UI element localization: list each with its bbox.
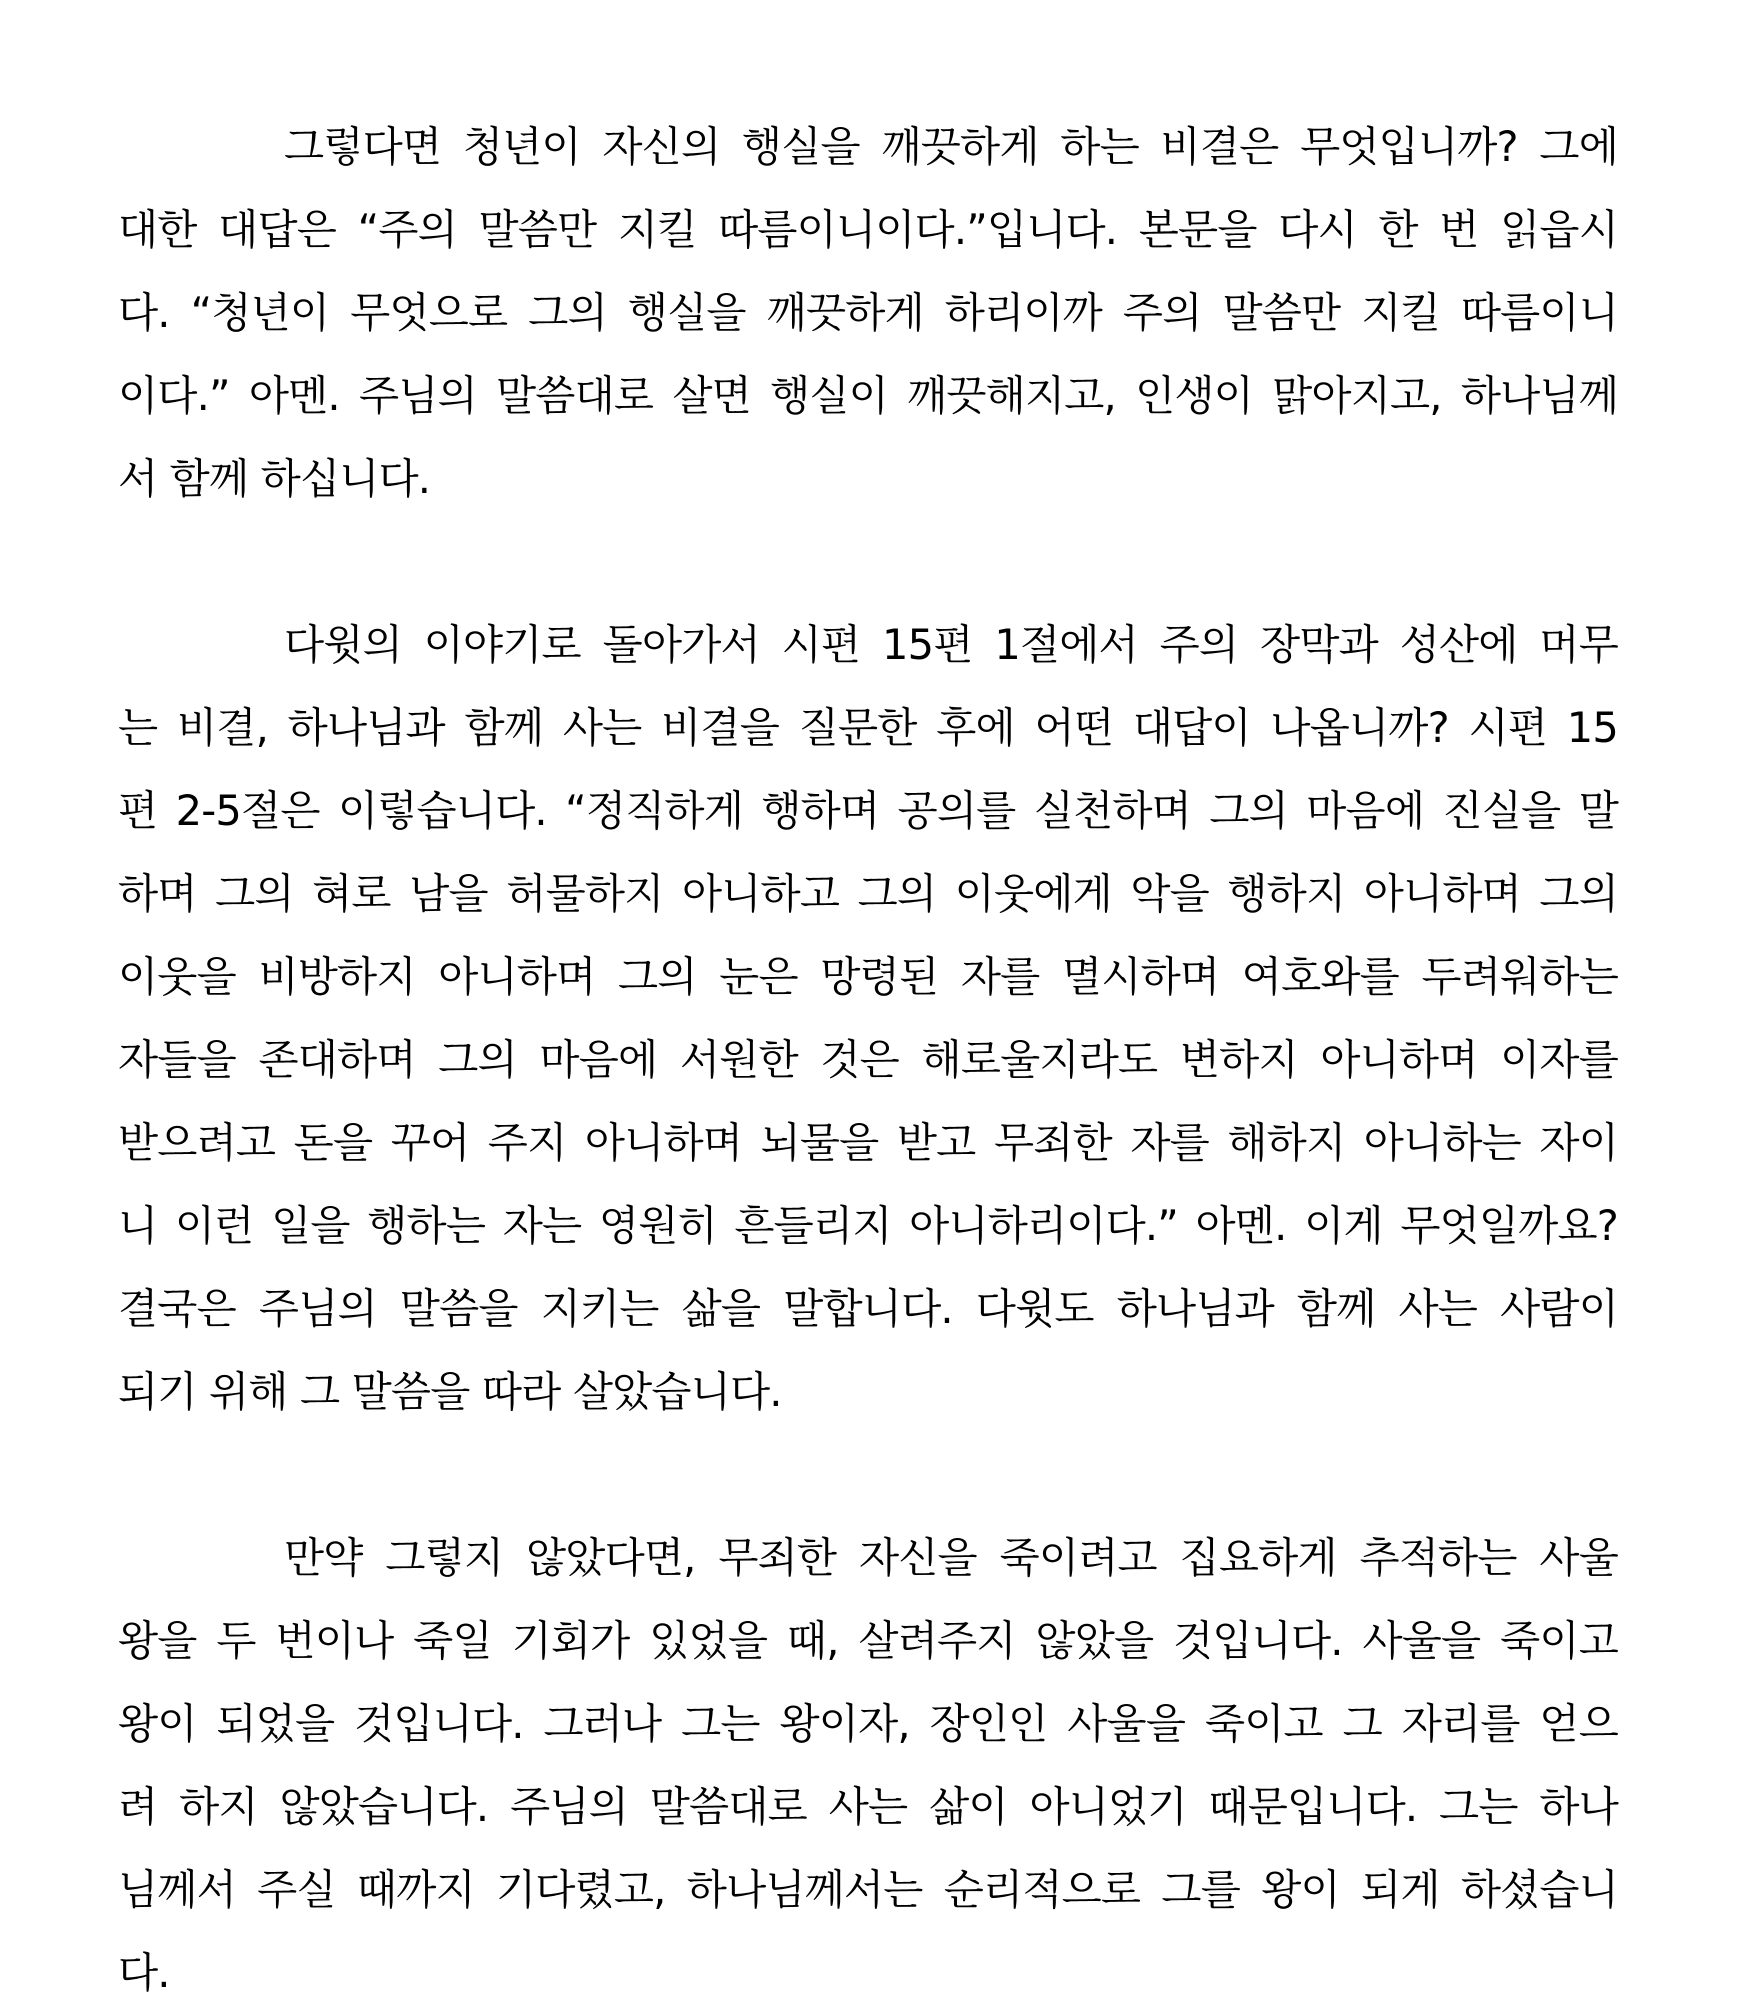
document-body bbox=[118, 105, 1618, 2014]
text-line: 니 이런 일을 행하는 자는 영원히 흔들리지 아니하리이다.” 아멘. 이게 무엇일까요? bbox=[118, 1201, 1618, 1250]
paragraph-3 bbox=[118, 1516, 1618, 2014]
text-line: 대한 대답은 “주의 말씀만 지킬 따름이니이다.”입니다. 본문을 다시 한 번 읽읍시 bbox=[118, 205, 1618, 254]
text-line: 서 함께 하십니다. bbox=[118, 454, 431, 503]
text-line: 이다.” 아멘. 주님의 말씀대로 살면 행실이 깨끗해지고, 인생이 맑아지고, 하나님께 bbox=[118, 371, 1618, 420]
text-line: 그렇다면 청년이 자신의 행실을 깨끗하게 하는 비결은 무엇입니까? 그에 bbox=[284, 122, 1618, 171]
text-line: 는 비결, 하나님과 함께 사는 비결을 질문한 후에 어떤 대답이 나옵니까? 시편 15 bbox=[118, 703, 1618, 752]
text-line: 다윗의 이야기로 돌아가서 시편 15편 1절에서 주의 장막과 성산에 머무 bbox=[284, 620, 1618, 669]
text-line: 자들을 존대하며 그의 마음에 서원한 것은 해로울지라도 변하지 아니하며 이자를 bbox=[118, 1035, 1618, 1084]
text-line: 만약 그렇지 않았다면, 무죄한 자신을 죽이려고 집요하게 추적하는 사울 bbox=[284, 1533, 1618, 1582]
text-line: 왕을 두 번이나 죽일 기회가 있었을 때, 살려주지 않았을 것입니다. 사울을 죽이고 bbox=[118, 1616, 1618, 1665]
text-line: 왕이 되었을 것입니다. 그러나 그는 왕이자, 장인인 사울을 죽이고 그 자리를 얻으 bbox=[118, 1699, 1618, 1748]
text-line: 되기 위해 그 말씀을 따라 살았습니다. bbox=[118, 1367, 782, 1416]
text-line: 하며 그의 혀로 남을 허물하지 아니하고 그의 이웃에게 악을 행하지 아니하며 그의 bbox=[118, 869, 1618, 918]
text-line: 편 2-5절은 이렇습니다. “정직하게 행하며 공의를 실천하며 그의 마음에 진실을 말 bbox=[118, 786, 1618, 835]
text-line: 결국은 주님의 말씀을 지키는 삶을 말합니다. 다윗도 하나님과 함께 사는 사람이 bbox=[118, 1284, 1618, 1333]
text-line: 님께서 주실 때까지 기다렸고, 하나님께서는 순리적으로 그를 왕이 되게 하셨습니 bbox=[118, 1865, 1618, 1914]
text-line: 다. “청년이 무엇으로 그의 행실을 깨끗하게 하리이까 주의 말씀만 지킬 따름이니 bbox=[118, 288, 1618, 337]
text-line: 다. bbox=[118, 1948, 170, 1997]
text-line: 받으려고 돈을 꾸어 주지 아니하며 뇌물을 받고 무죄한 자를 해하지 아니하는 자이 bbox=[118, 1118, 1618, 1167]
text-line: 이웃을 비방하지 아니하며 그의 눈은 망령된 자를 멸시하며 여호와를 두려워하는 bbox=[118, 952, 1618, 1001]
text-line: 려 하지 않았습니다. 주님의 말씀대로 사는 삶이 아니었기 때문입니다. 그는 하나 bbox=[118, 1782, 1618, 1831]
paragraph-2 bbox=[118, 603, 1618, 1433]
paragraph-1 bbox=[118, 105, 1618, 520]
